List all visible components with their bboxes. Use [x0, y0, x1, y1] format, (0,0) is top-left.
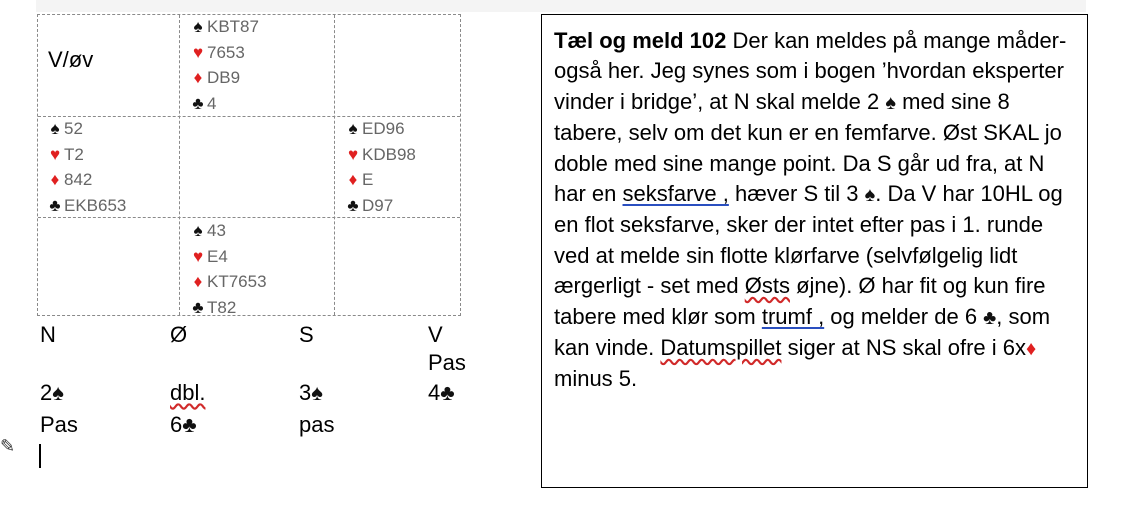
- commentary-text: og melder de 6: [824, 303, 984, 329]
- commentary-text: , som kan vinde.: [554, 303, 1051, 361]
- south-hearts: E4: [207, 246, 228, 266]
- heart-icon: ♥: [347, 144, 359, 164]
- commentary-box[interactable]: [541, 14, 1088, 488]
- north-hand: [189, 14, 259, 116]
- text-cursor: [39, 444, 41, 468]
- grid-divider: [334, 15, 335, 315]
- heart-icon: ♥: [192, 42, 204, 62]
- west-diamonds: 842: [64, 170, 93, 189]
- north-hearts: 7653: [207, 42, 245, 62]
- grammar-flagged-word[interactable]: seksfarve ,: [622, 181, 729, 207]
- spelling-flagged-word[interactable]: Østs: [744, 273, 790, 299]
- south-spades: 43: [207, 221, 226, 240]
- spade-icon: ♠: [885, 91, 896, 114]
- east-spades: ED96: [362, 119, 405, 138]
- south-hand: [189, 218, 267, 320]
- diamond-icon: ♦: [50, 170, 60, 189]
- bid-east-3: [170, 410, 197, 440]
- north-spades: KBT87: [207, 17, 259, 36]
- bid-level: 3: [299, 380, 312, 405]
- east-clubs: D97: [362, 195, 394, 215]
- bid-east-2: dbl.: [170, 380, 206, 405]
- commentary-title: Tæl og meld 102: [554, 28, 727, 53]
- commentary-text: minus 5.: [554, 366, 638, 392]
- spade-icon: ♠: [311, 380, 323, 405]
- west-clubs: EKB653: [64, 195, 127, 215]
- spade-icon: ♠: [193, 221, 203, 240]
- club-icon: ♣: [182, 412, 197, 437]
- pen-icon[interactable]: ✎: [0, 436, 16, 456]
- bid-west-1: Pas: [428, 350, 466, 375]
- west-spades: 52: [64, 119, 83, 138]
- bid-level: 4: [428, 380, 441, 405]
- spade-icon: ♠: [52, 380, 64, 405]
- commentary-text: med sine 8 tabere, selv om det kun er en femfarve. Øst SKAL jo doble med sine mange point. Da S går ud fra, at N har en: [554, 88, 1062, 207]
- bid-north-2: [40, 378, 64, 408]
- club-icon: ♣: [983, 306, 997, 329]
- dealer-vulnerability: V/øv: [48, 47, 94, 72]
- bid-west-2: [428, 378, 455, 408]
- grammar-flagged-word[interactable]: trumf ,: [761, 303, 825, 329]
- spelling-flagged-word[interactable]: Datumspillet: [660, 335, 782, 361]
- commentary-text: øjne). Ø har fit og kun fire tabere med klør som: [554, 273, 1046, 329]
- bid-header-east: Ø: [170, 322, 188, 347]
- top-bar: [36, 0, 1086, 12]
- club-icon: ♣: [49, 195, 61, 215]
- spade-icon: ♠: [50, 119, 60, 138]
- west-hand: [46, 116, 126, 218]
- commentary-text: siger at NS skal ofre i 6x: [781, 335, 1026, 361]
- spade-icon: ♠: [348, 119, 358, 138]
- club-icon: ♣: [192, 297, 204, 317]
- bid-north-3: Pas: [40, 412, 78, 437]
- commentary-text: Der kan meldes på mange måder- også her. Jeg synes som i bogen ’hvordan eksperter vinder i bridge’, at N skal melde 2: [554, 28, 1067, 114]
- spade-icon: ♠: [864, 184, 876, 207]
- club-icon: ♣: [347, 195, 359, 215]
- spade-icon: ♠: [193, 17, 203, 36]
- club-icon: ♣: [440, 380, 455, 405]
- bid-header-north: N: [40, 322, 56, 347]
- bid-level: 2: [40, 380, 53, 405]
- bid-level: 6: [170, 412, 183, 437]
- north-diamonds: DB9: [207, 68, 241, 87]
- east-hearts: KDB98: [362, 144, 416, 164]
- north-clubs: 4: [207, 93, 217, 113]
- heart-icon: ♥: [49, 144, 61, 164]
- grid-divider: [179, 15, 180, 315]
- east-hand: [344, 116, 416, 218]
- west-hearts: T2: [64, 144, 84, 164]
- bid-south-2: [299, 378, 323, 408]
- south-clubs: T82: [207, 297, 237, 317]
- east-diamonds: E: [362, 170, 374, 189]
- commentary-text: hæver S til 3: [728, 181, 865, 207]
- club-icon: ♣: [192, 93, 204, 113]
- diamond-icon: ♦: [193, 68, 203, 87]
- diamond-icon: ♦: [348, 170, 358, 189]
- diamond-icon: ♦: [193, 272, 203, 291]
- hand-diagram: [37, 14, 461, 316]
- bid-south-3: pas: [299, 412, 335, 437]
- bid-header-west: V: [428, 322, 443, 347]
- south-diamonds: KT7653: [207, 272, 267, 291]
- commentary-text: . Da V har 10HL og en flot seksfarve, sker der intet efter pas i 1. runde ved at melde sin flotte klørfarve (selvfølgelig lidt ærgerligt - set med: [554, 181, 1063, 299]
- diamond-icon: ♦: [1026, 338, 1037, 361]
- heart-icon: ♥: [192, 246, 204, 266]
- bid-header-south: S: [299, 322, 314, 347]
